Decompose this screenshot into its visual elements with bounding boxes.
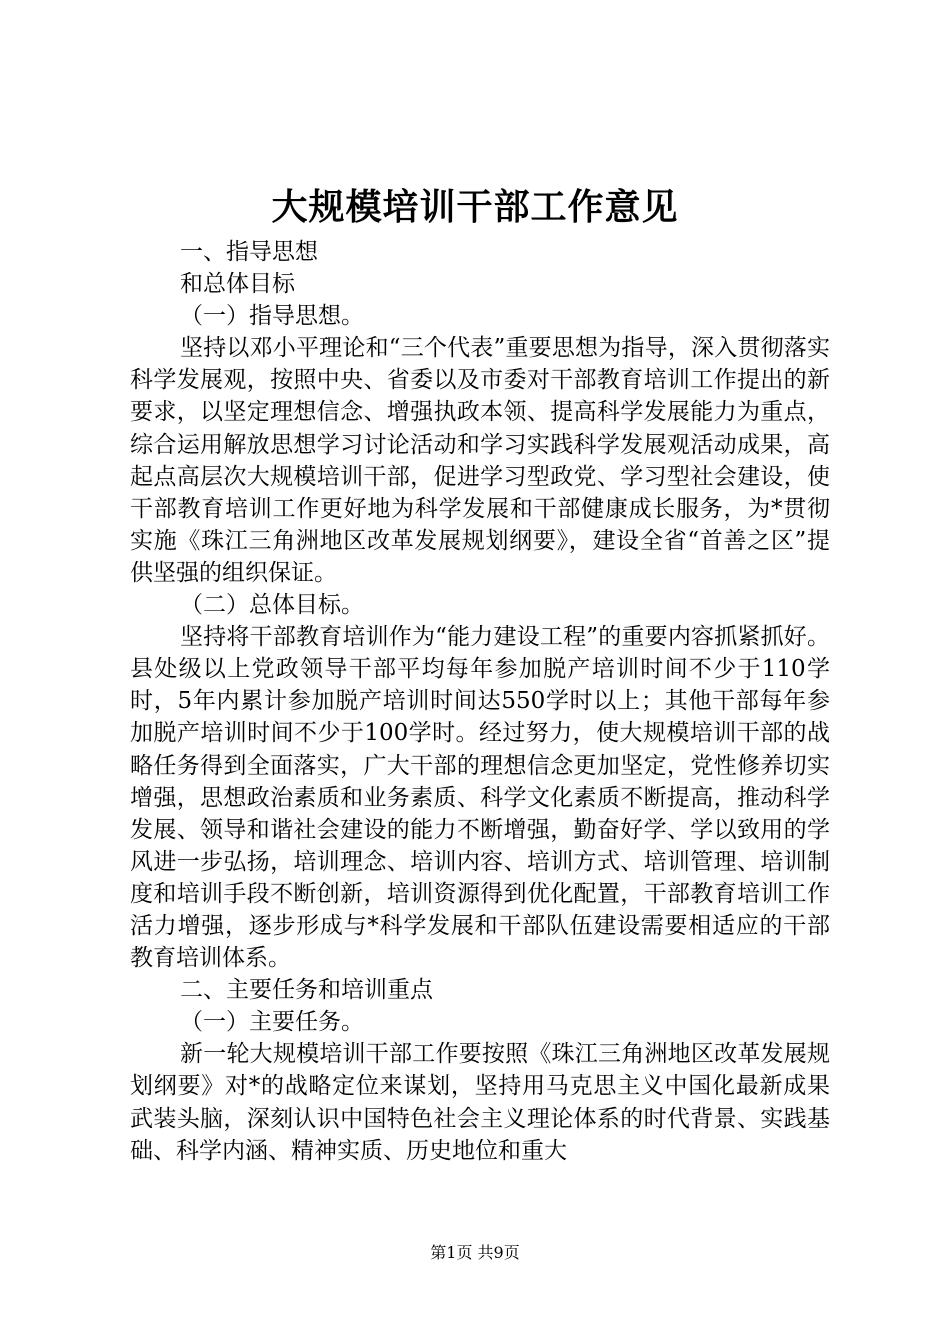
subsection-heading: （一）主要任务。 bbox=[180, 1009, 364, 1036]
section-heading-continuation: 和总体目标 bbox=[180, 271, 295, 298]
paragraph: 坚持将干部教育培训作为“能力建设工程”的重要内容抓紧抓好。县处级以上党政领导干部平均每年参加脱产培训时间不少于110学时，5年内累计参加脱产培训时间达550学时以上；其他干部每年参加脱产培训时间不少于100学时。经过努力，使大规模培训干部的战略任务得到全面落实，广大干部的理想信念更加坚定，党性修养切实增强，思想政治素质和业务素质、科学文化素质不断提高，推动科学发展、领导和谐社会建设的能力不断增强，勤奋好学、学以致用的学风进一步弘扬，培训理念、培训内容、培训方式、培训管理、培训制度和培训手段不断创新，培训资源得到优化配置，干部教育培训工作活力增强，逐步形成与*科学发展和干部队伍建设需要相适应的干部教育培训体系。 bbox=[130, 624, 830, 972]
subsection-heading: （一）指导思想。 bbox=[180, 303, 364, 330]
section-heading: 二、主要任务和培训重点 bbox=[180, 977, 433, 1004]
paragraph: 新一轮大规模培训干部工作要按照《珠江三角洲地区改革发展规划纲要》对*的战略定位来谋划，坚持用马克思主义中国化最新成果武装头脑，深刻认识中国特色社会主义理论体系的时代背景、实践基础、科学内涵、精神实质、历史地位和重大 bbox=[130, 1041, 830, 1164]
subsection-heading: （二）总体目标。 bbox=[180, 592, 364, 619]
paragraph: 坚持以邓小平理论和“三个代表”重要思想为指导，深入贯彻落实科学发展观，按照中央、省委以及市委对干部教育培训工作提出的新要求，以坚定理想信念、增强执政本领、提高科学发展能力为重点，综合运用解放思想学习讨论活动和学习实践科学发展观活动成果，高起点高层次大规模培训干部，促进学习型政党、学习型社会建设，使干部教育培训工作更好地为科学发展和干部健康成长服务，为*贯彻实施《珠江三角洲地区改革发展规划纲要》，建设全省“首善之区”提供坚强的组织保证。 bbox=[130, 335, 830, 586]
document-title: 大规模培训干部工作意见 bbox=[271, 186, 679, 228]
document-body bbox=[130, 236, 830, 1167]
page-footer: 第1页 共9页 bbox=[430, 1243, 520, 1262]
section-heading: 一、指导思想 bbox=[180, 239, 318, 265]
